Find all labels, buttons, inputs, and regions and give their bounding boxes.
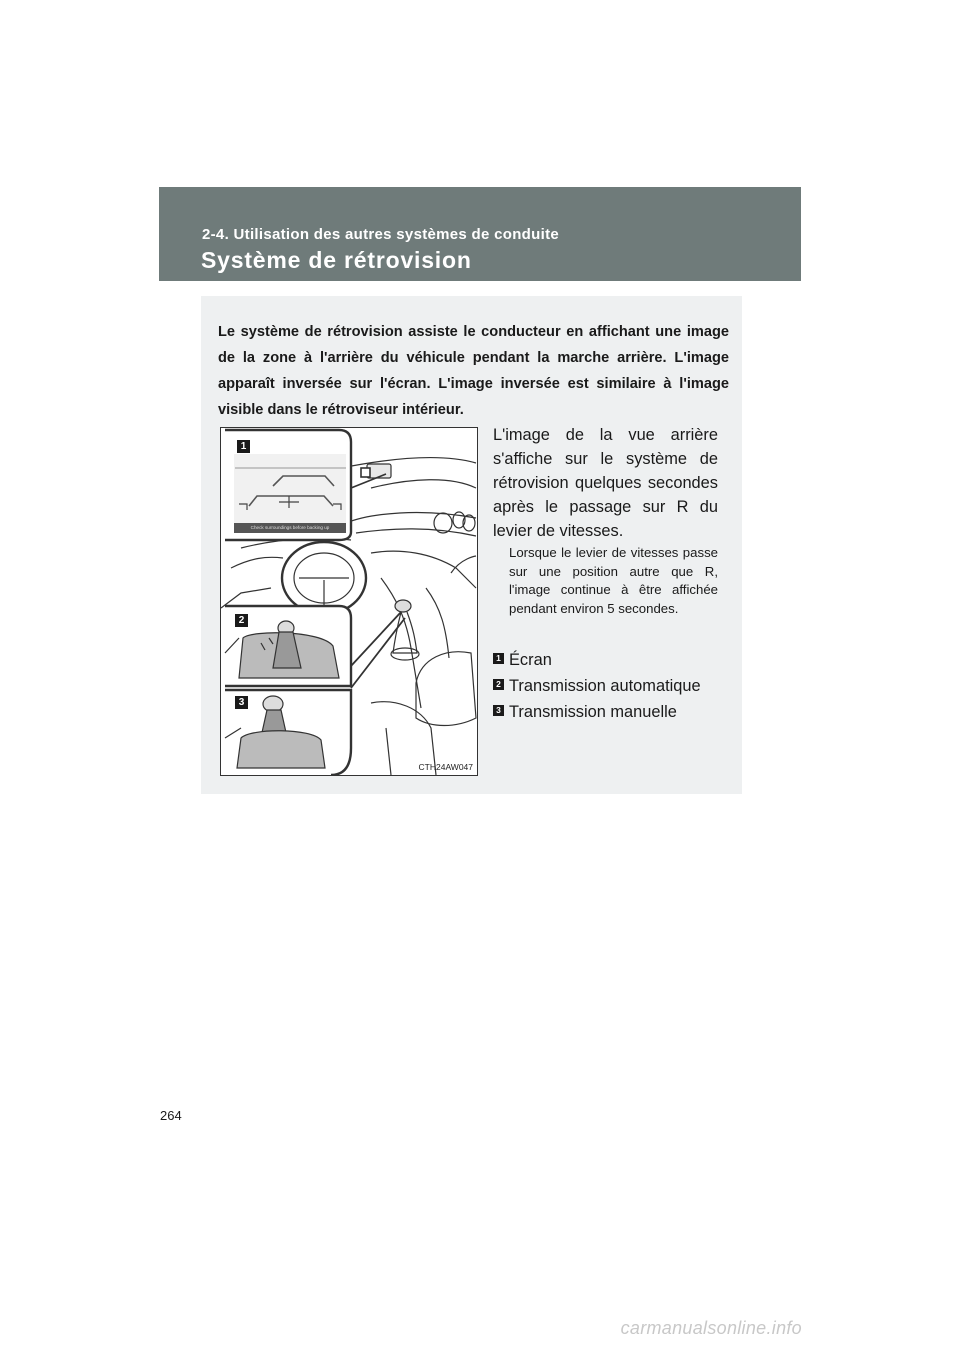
legend-label-1: Écran xyxy=(509,651,552,669)
note-paragraph: Lorsque le levier de vitesses passe sur une position autre que R, l'image continue à être affichée pendant environ 5 secondes. xyxy=(509,545,718,616)
page-title: Système de rétrovision xyxy=(201,247,472,273)
figure-badge-1: 1 xyxy=(237,440,250,453)
intro-paragraph: Le système de rétrovision assiste le conducteur en affichant une image de la zone à l'arrière du véhicule pendant la marche arrière. L'image apparaît inversée sur l'écran. L'image inversée est similaire à l'image visible dans le rétroviseur intérieur. xyxy=(218,324,729,418)
legend-badge-3: 3 xyxy=(493,705,504,716)
legend-item-manual xyxy=(493,701,677,723)
figure-badge-3: 3 xyxy=(235,696,248,709)
main-paragraph: L'image de la vue arrière s'affiche sur le système de rétrovision quelques secondes après le passage sur R du levier de vitesses. xyxy=(493,426,718,540)
watermark: carmanualsonline.info xyxy=(620,1318,802,1338)
legend-item-screen xyxy=(493,649,552,671)
header-band xyxy=(159,187,801,281)
legend-label-3: Transmission manuelle xyxy=(509,703,677,721)
page-number: 264 xyxy=(160,1108,182,1123)
section-label: 2-4. Utilisation des autres systèmes de conduite xyxy=(202,226,560,243)
legend-label-2: Transmission automatique xyxy=(509,677,701,695)
car-interior-drawing xyxy=(221,428,477,775)
legend-item-automatic xyxy=(493,675,701,697)
screen-caption: Check surroundings before backing up xyxy=(234,523,346,533)
legend-badge-2: 2 xyxy=(493,679,504,690)
legend-badge-1: 1 xyxy=(493,653,504,664)
content-panel xyxy=(201,296,742,794)
figure-badge-2: 2 xyxy=(235,614,248,627)
illustration-rear-view-system xyxy=(220,427,478,776)
figure-code: CTH24AW047 xyxy=(418,762,473,772)
